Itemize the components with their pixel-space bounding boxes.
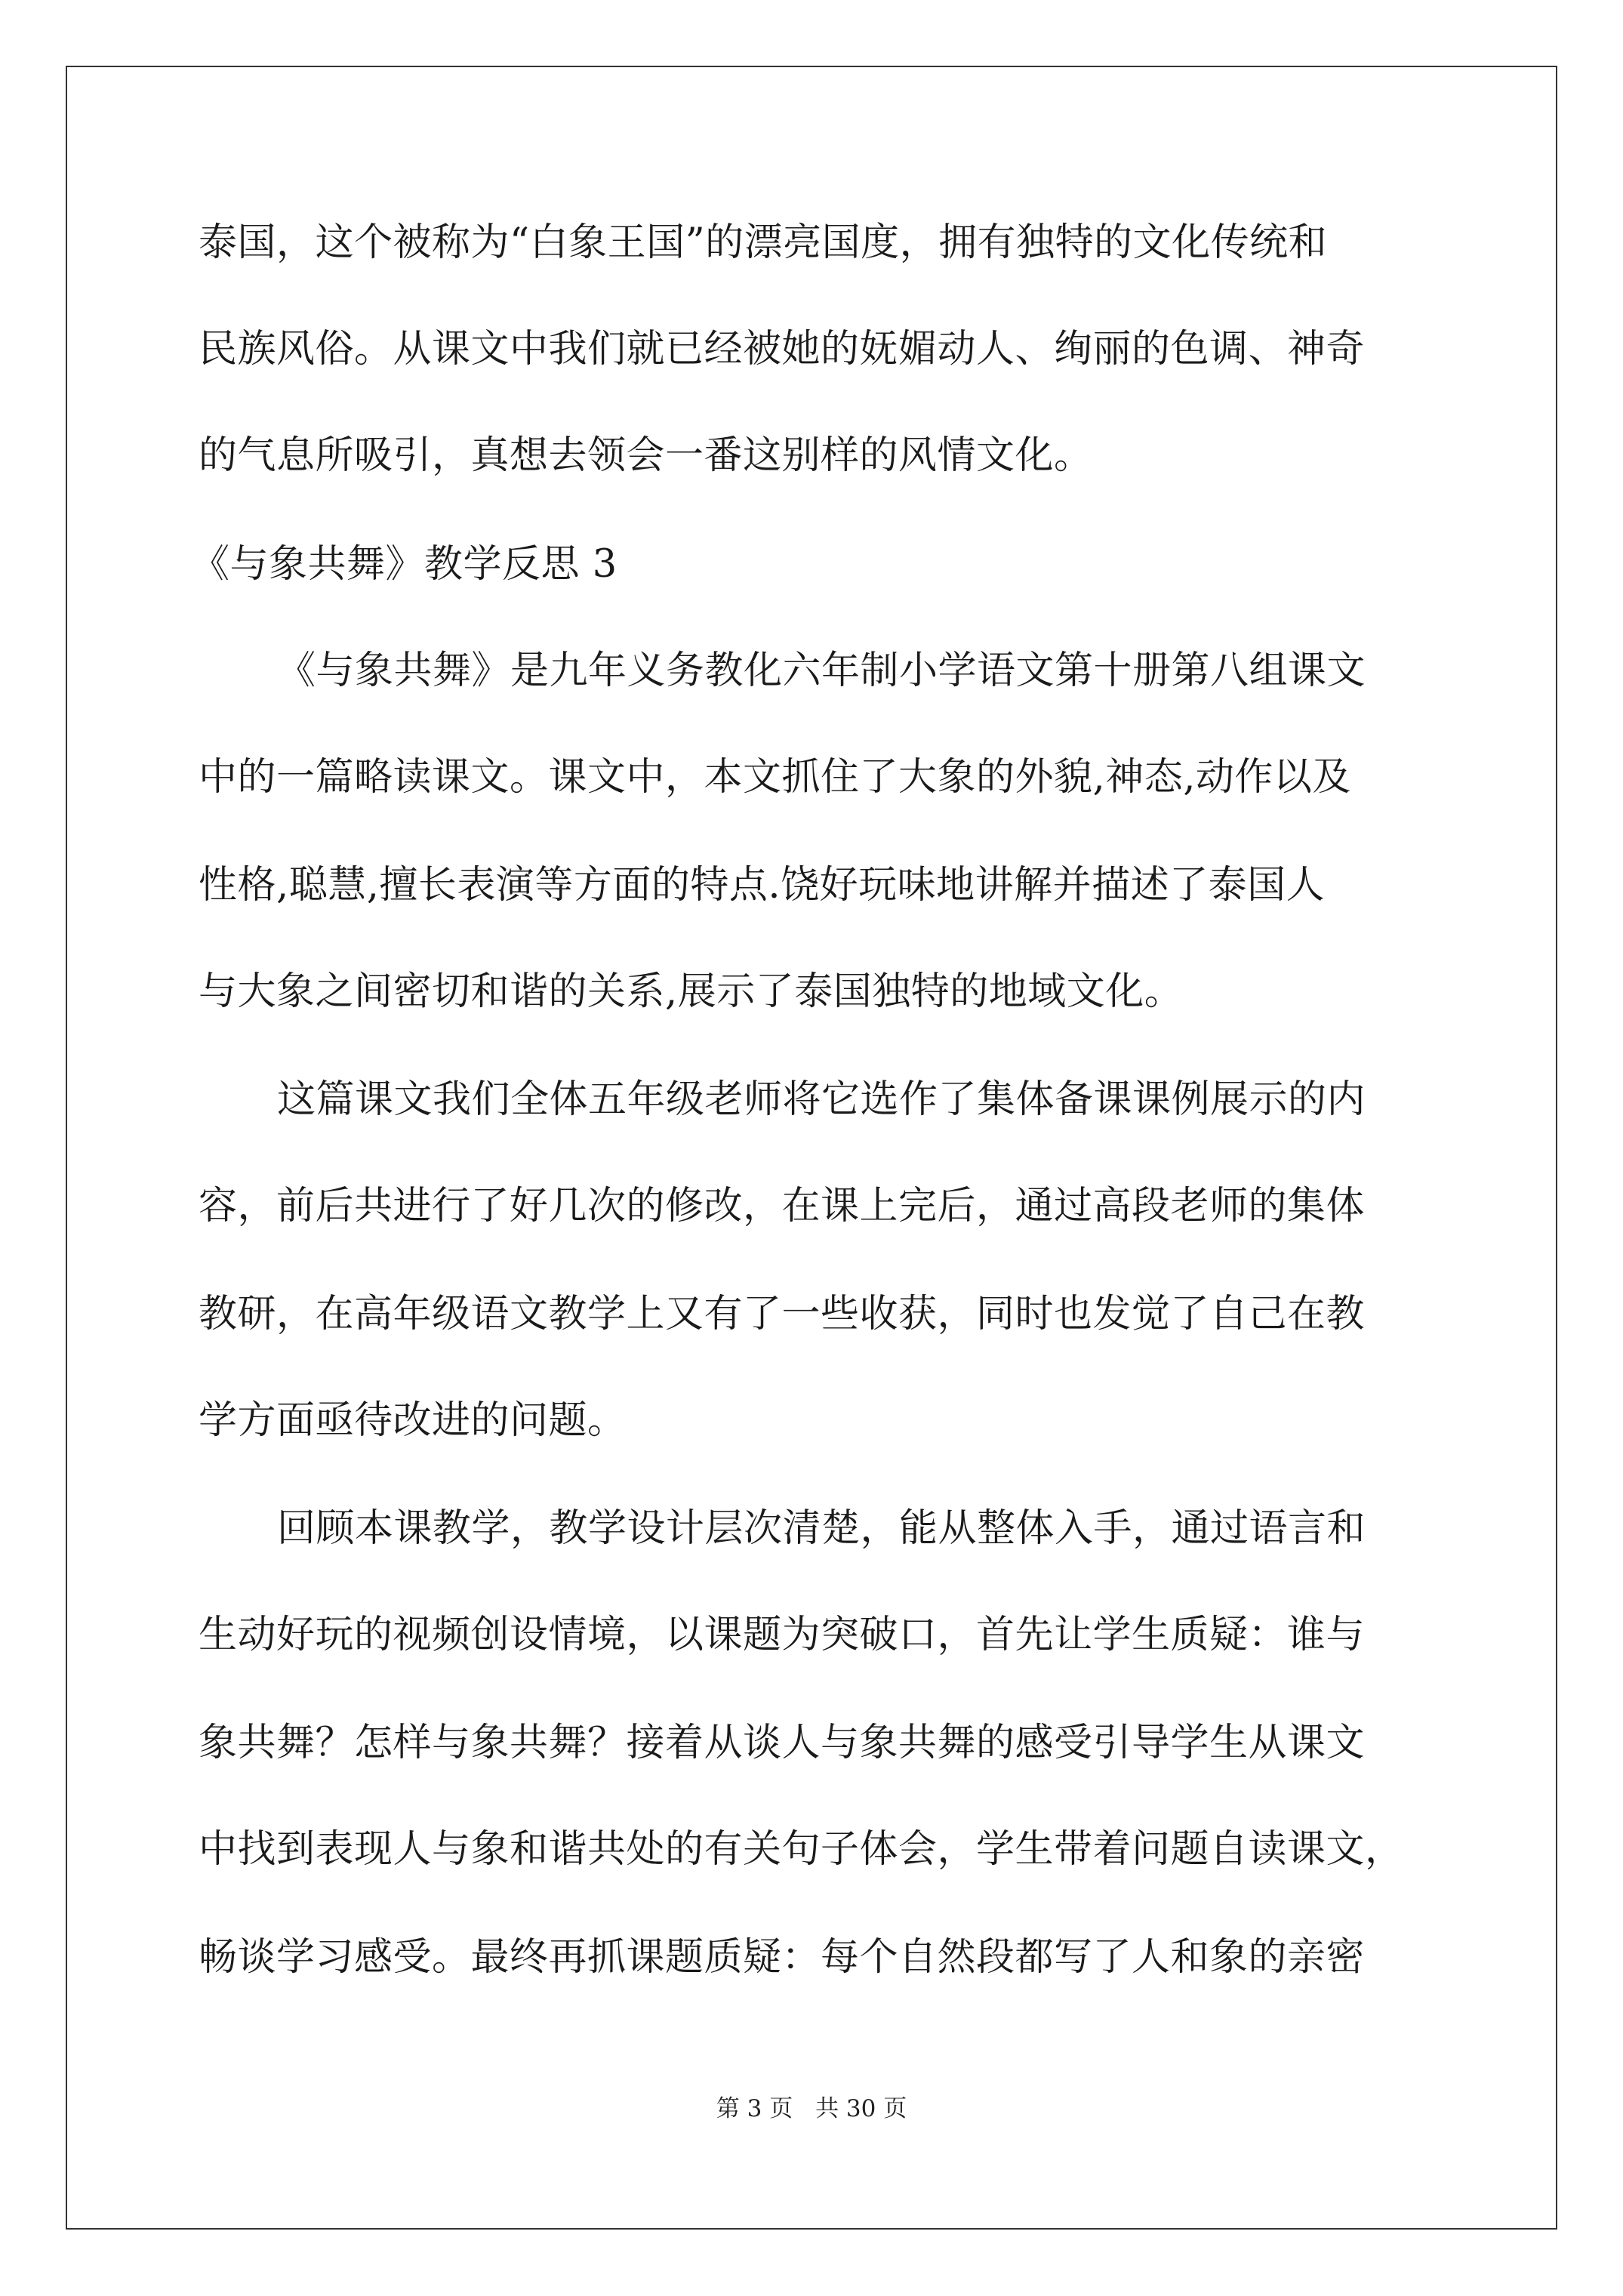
paragraph-4-line-5: 畅谈学习感受。最终再抓课题质疑：每个自然段都写了人和象的亲密 [199, 1935, 1366, 1980]
page-number: 第 3 页 [716, 2095, 793, 2122]
section-heading: 《与象共舞》教学反思 3 [191, 542, 617, 587]
paragraph-3-line-4: 学方面亟待改进的问题。 [199, 1398, 627, 1443]
paragraph-2-line-2: 中的一篇略读课文。课文中，本文抓住了大象的外貌,神态,动作以及 [199, 755, 1351, 800]
page-footer [0, 2094, 1623, 2124]
paragraph-3-line-2: 容，前后共进行了好几次的修改，在课上完后，通过高段老师的集体 [199, 1184, 1366, 1228]
paragraph-3-line-3: 教研，在高年级语文教学上又有了一些收获，同时也发觉了自己在教 [199, 1292, 1366, 1336]
paragraph-1-line-3: 的气息所吸引，真想去领会一番这别样的风情文化。 [199, 433, 1093, 478]
paragraph-2-line-3: 性格,聪慧,擅长表演等方面的特点.饶好玩味地讲解并描述了泰国人 [199, 863, 1326, 908]
paragraph-4-line-3: 象共舞？怎样与象共舞？接着从谈人与象共舞的感受引导学生从课文 [199, 1721, 1366, 1765]
paragraph-2-line-4: 与大象之间密切和谐的关系,展示了泰国独特的地域文化。 [199, 969, 1184, 1014]
paragraph-4-line-2: 生动好玩的视频创设情境，以课题为突破口，首先让学生质疑：谁与 [199, 1613, 1366, 1657]
paragraph-1-line-2: 民族风俗。从课文中我们就已经被她的妩媚动人、绚丽的色调、神奇 [199, 327, 1366, 371]
paragraph-4-line-1: 回顾本课教学，教学设计层次清楚，能从整体入手，通过语言和 [277, 1506, 1366, 1551]
paragraph-4-line-4: 中找到表现人与象和谐共处的有关句子体会，学生带着问题自读课文， [199, 1827, 1404, 1872]
paragraph-1-line-1: 泰国，这个被称为“白象王国”的漂亮国度，拥有独特的文化传统和 [199, 220, 1328, 265]
page-frame [66, 66, 1557, 2230]
paragraph-3-line-1: 这篇课文我们全体五年级老师将它选作了集体备课课例展示的内 [277, 1077, 1366, 1122]
page-total: 共 30 页 [815, 2095, 907, 2122]
paragraph-2-line-1: 《与象共舞》是九年义务教化六年制小学语文第十册第八组课文 [277, 649, 1366, 693]
